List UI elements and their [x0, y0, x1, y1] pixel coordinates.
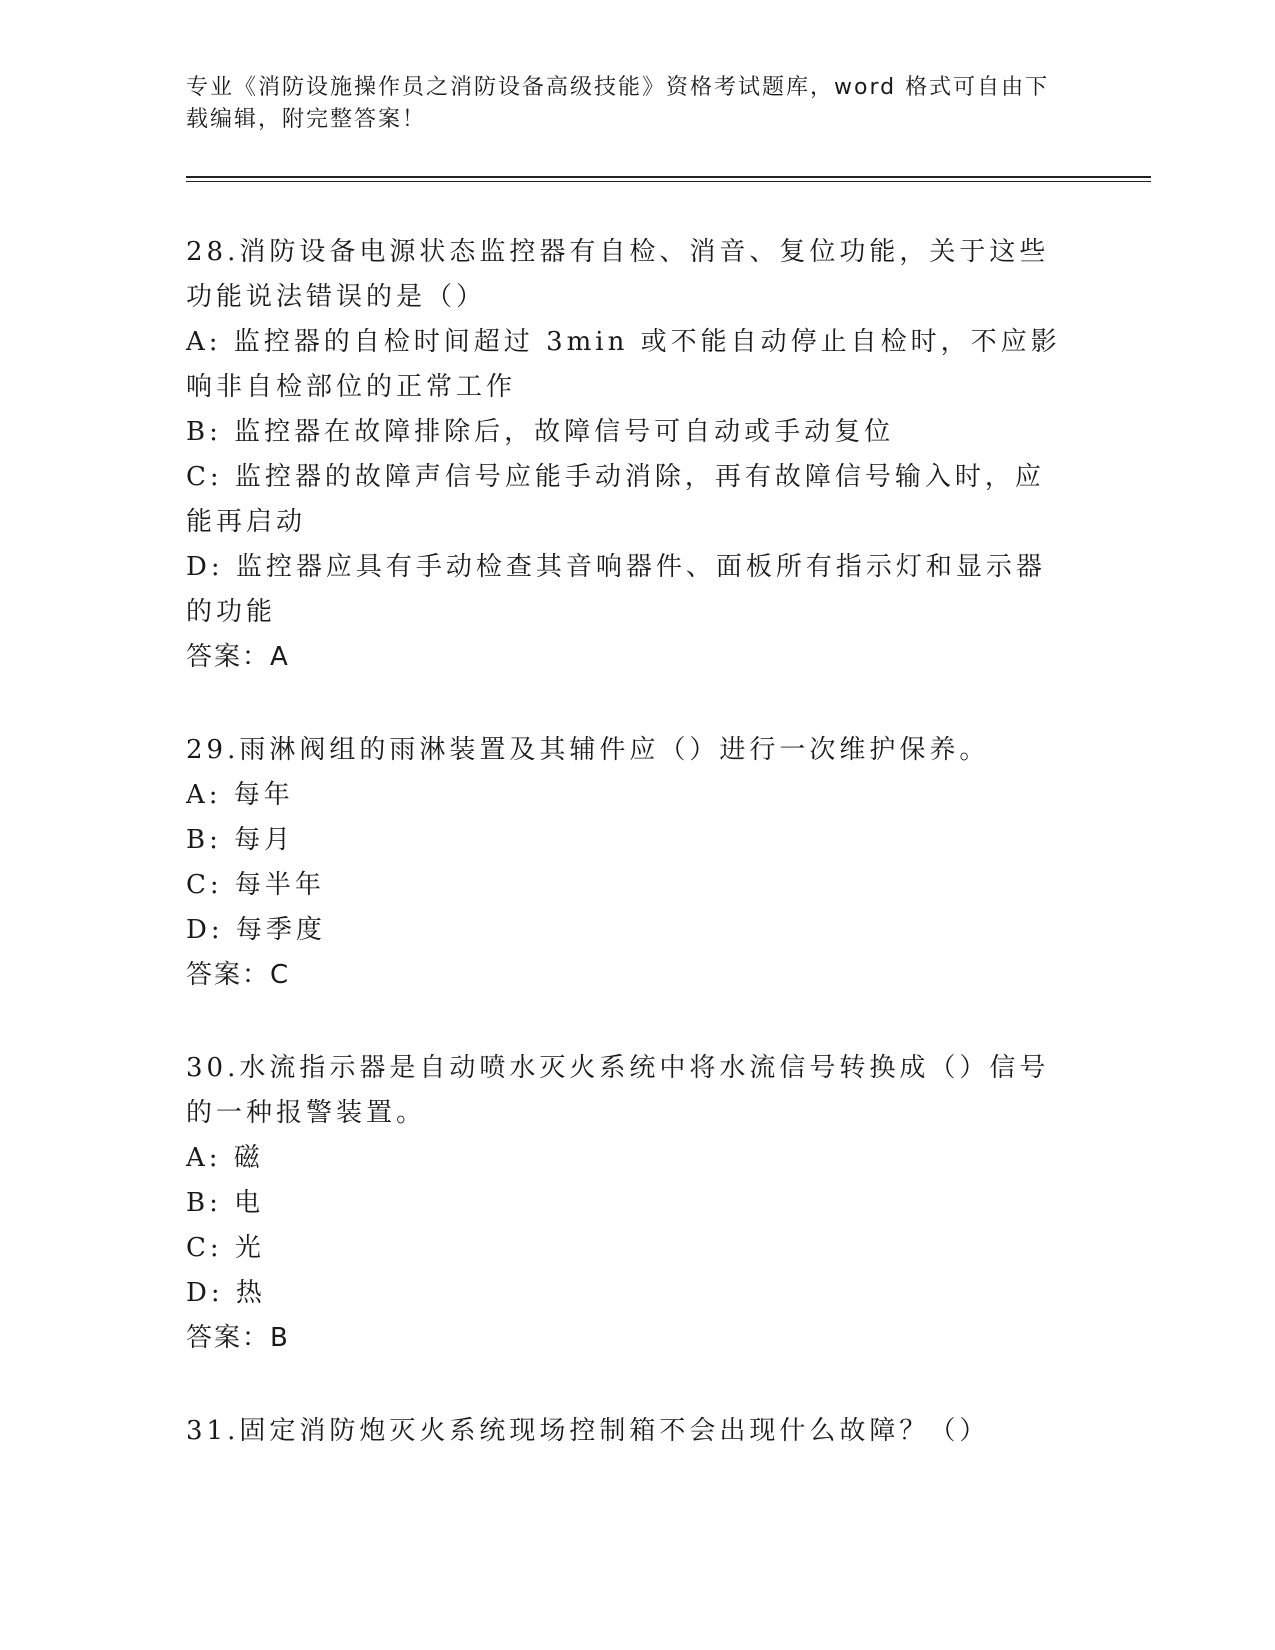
document-page [186, 72, 1151, 1454]
option-b: B: 每月 [186, 825, 295, 855]
question-stem: 31.固定消防炮灭火系统现场控制箱不会出现什么故障？（） [186, 1416, 990, 1446]
question-28 [186, 230, 1151, 680]
option-c: C: 光 [186, 1233, 265, 1263]
option-b: B: 监控器在故障排除后，故障信号可自动或手动复位 [186, 417, 895, 447]
option-d: D: 热 [186, 1278, 266, 1308]
question-30 [186, 1046, 1151, 1361]
option-c: C: 每半年 [186, 870, 325, 900]
question-list [186, 230, 1151, 1454]
option-a: A: 磁 [186, 1143, 264, 1173]
option-b: B: 电 [186, 1188, 265, 1218]
document-header: 专业《消防设施操作员之消防设备高级技能》资格考试题库，word 格式可自由下载编辑，附完整答案！ [186, 75, 1050, 132]
option-a: A: 每年 [186, 780, 294, 810]
option-d: D: 每季度 [186, 915, 326, 945]
question-stem: 29.雨淋阀组的雨淋装置及其辅件应（）进行一次维护保养。 [186, 735, 990, 765]
header-divider [186, 176, 1151, 182]
option-a: A: 监控器的自检时间超过 3min 或不能自动停止自检时，不应影响非自检部位的正常工作 [186, 327, 1061, 402]
option-d: D: 监控器应具有手动检查其音响器件、面板所有指示灯和显示器的功能 [186, 552, 1046, 627]
question-stem: 30.水流指示器是自动喷水灭火系统中将水流信号转换成（）信号的一种报警装置。 [186, 1053, 1050, 1128]
question-29 [186, 728, 1151, 998]
answer-line: 答案：C [186, 960, 291, 990]
answer-line: 答案：B [186, 1323, 290, 1353]
option-c: C: 监控器的故障声信号应能手动消除，再有故障信号输入时，应能再启动 [186, 462, 1045, 537]
answer-line: 答案：A [186, 642, 290, 672]
question-31 [186, 1409, 1151, 1454]
question-stem: 28.消防设备电源状态监控器有自检、消音、复位功能，关于这些功能说法错误的是（） [186, 237, 1050, 312]
